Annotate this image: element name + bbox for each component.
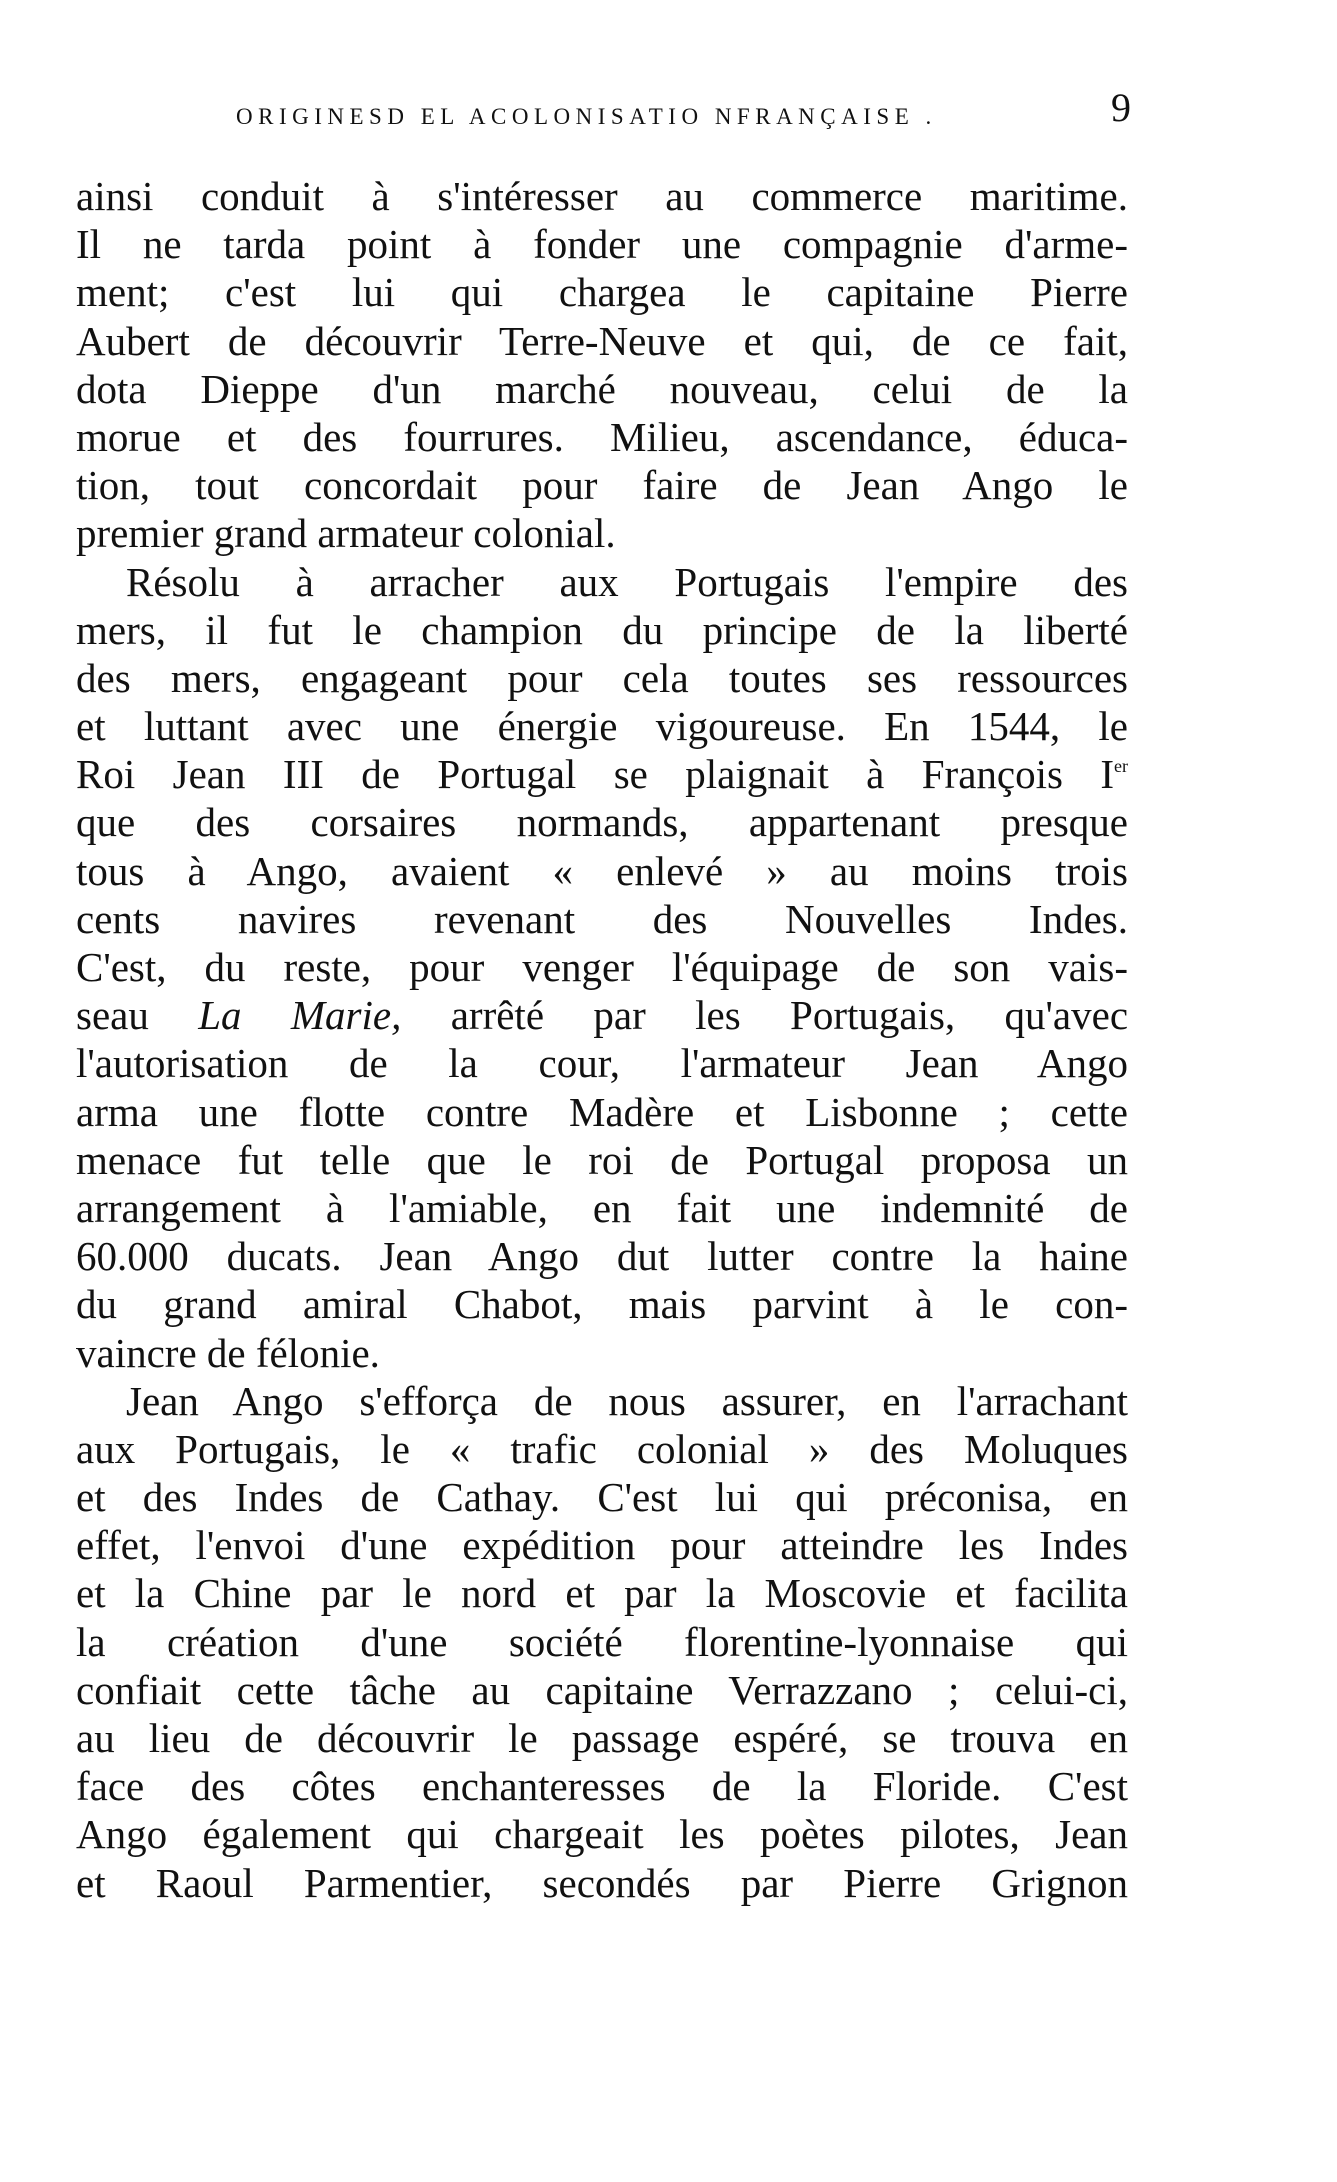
text-line: menace fut telle que le roi de Portugal proposa un xyxy=(76,1136,1128,1183)
text-line: la création d'une société florentine-lyonnaise qui xyxy=(76,1618,1128,1665)
text-line: au lieu de découvrir le passage espéré, se trouva en xyxy=(76,1715,1128,1761)
text-run: Roi Jean III de Portugal se plaignait à François I xyxy=(76,751,1115,798)
text-line: Résolu à arracher aux Portugais l'empire des xyxy=(126,558,1128,605)
text-line: du grand amiral Chabot, mais parvint à le con- xyxy=(76,1281,1128,1328)
text-line xyxy=(76,991,1128,1039)
text-line: effet, l'envoi d'une expédition pour atteindre les Indes xyxy=(76,1522,1128,1569)
text-line: vaincre de félonie. xyxy=(76,1329,380,1376)
text-line: premier grand armateur colonial. xyxy=(76,510,616,557)
text-line: et des Indes de Cathay. C'est lui qui préconisa, en xyxy=(76,1474,1128,1521)
page-number: 9 xyxy=(1111,85,1131,130)
text-line: dota Dieppe d'un marché nouveau, celui de la xyxy=(76,365,1128,412)
text-line: arma une flotte contre Madère et Lisbonne ; cette xyxy=(76,1088,1128,1135)
text-line: que des corsaires normands, appartenant presque xyxy=(76,799,1128,846)
text-line: mers, il fut le champion du principe de la liberté xyxy=(76,606,1128,653)
superscript: er xyxy=(1114,756,1128,777)
text-line: face des côtes enchanteresses de la Floride. C'est xyxy=(76,1763,1128,1810)
text-line: morue et des fourrures. Milieu, ascendance, éduca- xyxy=(76,413,1128,460)
text-line: Ango également qui chargeait les poètes pilotes, Jean xyxy=(76,1811,1128,1858)
text-line: arrangement à l'amiable, en fait une indemnité de xyxy=(76,1184,1128,1231)
text-line: l'autorisation de la cour, l'armateur Jean Ango xyxy=(76,1040,1128,1087)
text-run: arrêté par les Portugais, qu'avec xyxy=(450,992,1128,1039)
text-line: et luttant avec une énergie vigoureuse. En 1544, le xyxy=(76,703,1128,750)
text-line: et Raoul Parmentier, secondés par Pierre Grignon xyxy=(76,1859,1128,1906)
text-line: C'est, du reste, pour venger l'équipage de son vais- xyxy=(76,944,1128,990)
text-line: tous à Ango, avaient « enlevé » au moins trois xyxy=(76,847,1128,894)
text-line: aux Portugais, le « trafic colonial » des Moluques xyxy=(76,1425,1128,1472)
body-text xyxy=(76,172,1128,1907)
text-line: tion, tout concordait pour faire de Jean Ango le xyxy=(76,462,1128,509)
text-line xyxy=(76,750,1128,798)
text-line: ment; c'est lui qui chargea le capitaine Pierre xyxy=(76,269,1128,316)
text-line: et la Chine par le nord et par la Moscovie et facilita xyxy=(76,1570,1128,1617)
text-run: seau xyxy=(76,992,149,1039)
ship-name: La Marie, xyxy=(198,992,402,1039)
text-line: ainsi conduit à s'intéresser au commerce maritime. xyxy=(76,173,1128,219)
text-line: Il ne tarda point à fonder une compagnie d'arme- xyxy=(76,221,1128,268)
text-line: confiait cette tâche au capitaine Verrazzano ; celui-ci, xyxy=(76,1666,1128,1713)
text-line: des mers, engageant pour cela toutes ses ressources xyxy=(76,654,1128,701)
text-line: Aubert de découvrir Terre-Neuve et qui, de ce fait, xyxy=(76,317,1128,364)
running-head: ORIGINESD EL ACOLONISATIO NFRANÇAISE . xyxy=(236,104,937,129)
text-line: 60.000 ducats. Jean Ango dut lutter contre la haine xyxy=(76,1233,1128,1280)
text-line: cents navires revenant des Nouvelles Indes. xyxy=(76,895,1128,942)
text-line: Jean Ango s'efforça de nous assurer, en l'arrachant xyxy=(126,1377,1128,1424)
